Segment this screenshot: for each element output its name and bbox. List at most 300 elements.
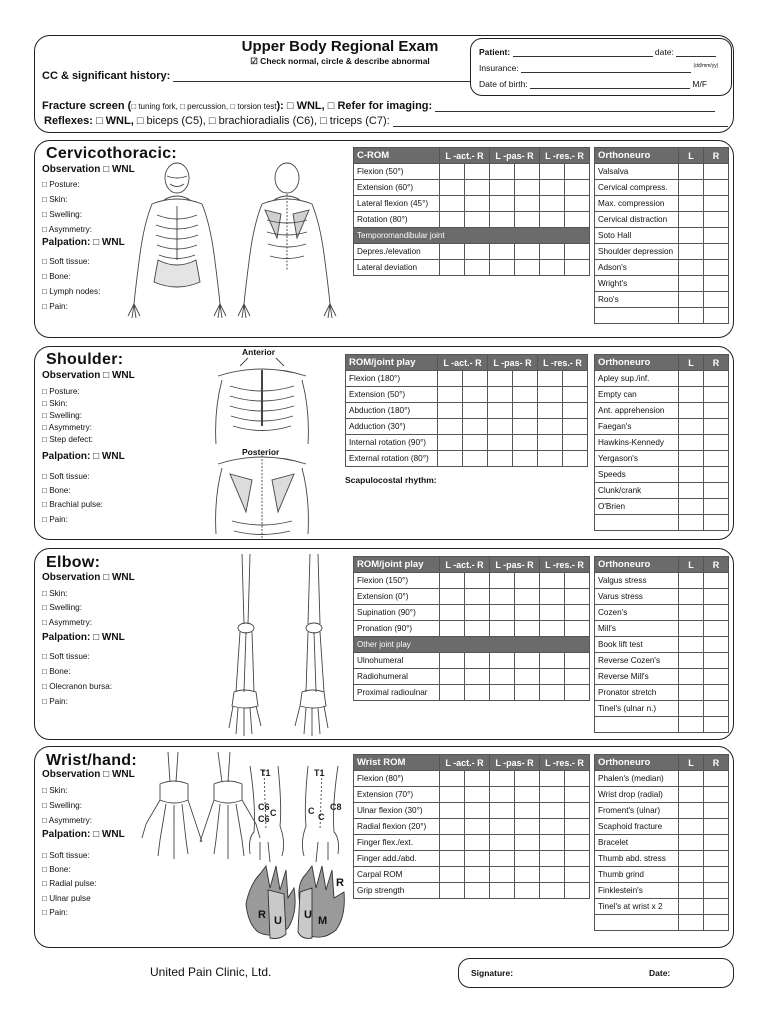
cell[interactable]: [565, 685, 590, 701]
cell[interactable]: [438, 403, 463, 419]
cell[interactable]: [540, 803, 565, 819]
insurance-row: [479, 63, 718, 73]
cell[interactable]: [515, 180, 540, 196]
cell[interactable]: [540, 867, 565, 883]
refer-imaging-field[interactable]: [435, 102, 715, 112]
palp-item[interactable]: □ Bone:: [42, 272, 71, 281]
cell[interactable]: [679, 637, 704, 653]
cell[interactable]: [540, 771, 565, 787]
cell[interactable]: [515, 573, 540, 589]
cell[interactable]: [565, 260, 590, 276]
cell[interactable]: [704, 371, 729, 387]
cell[interactable]: [704, 292, 729, 308]
palp-item[interactable]: □ Soft tissue:: [42, 472, 90, 481]
cell[interactable]: [490, 180, 515, 196]
observation-heading[interactable]: Observation □ WNL: [42, 164, 135, 175]
cell[interactable]: [465, 244, 490, 260]
obs-item[interactable]: □ Skin:: [42, 786, 68, 795]
observation-heading[interactable]: Observation □ WNL: [42, 572, 135, 583]
cell[interactable]: [488, 387, 513, 403]
cell[interactable]: [540, 260, 565, 276]
cell[interactable]: [465, 669, 490, 685]
cell[interactable]: [490, 835, 515, 851]
cell[interactable]: [540, 653, 565, 669]
cell[interactable]: [704, 196, 729, 212]
cell[interactable]: [440, 573, 465, 589]
cell[interactable]: [515, 653, 540, 669]
cell[interactable]: [488, 419, 513, 435]
signature-date-label[interactable]: Date:: [649, 968, 671, 978]
cell[interactable]: [440, 835, 465, 851]
cell[interactable]: [538, 435, 563, 451]
cell[interactable]: [440, 196, 465, 212]
cell[interactable]: [515, 867, 540, 883]
cell[interactable]: [565, 851, 590, 867]
obs-item[interactable]: □ Swelling:: [42, 801, 82, 810]
cell[interactable]: [490, 685, 515, 701]
cell[interactable]: [704, 419, 729, 435]
cell[interactable]: [679, 819, 704, 835]
palp-item[interactable]: □ Soft tissue:: [42, 851, 90, 860]
cell[interactable]: [515, 196, 540, 212]
cell[interactable]: [704, 499, 729, 515]
patient-field[interactable]: [513, 47, 653, 57]
palp-item[interactable]: □ Bone:: [42, 667, 71, 676]
cell[interactable]: [440, 164, 465, 180]
cell[interactable]: [565, 621, 590, 637]
cell[interactable]: [515, 605, 540, 621]
date-field[interactable]: [676, 47, 716, 57]
obs-item[interactable]: □ Asymmetry:: [42, 423, 92, 432]
cell[interactable]: [679, 685, 704, 701]
cell[interactable]: [440, 621, 465, 637]
cell[interactable]: [490, 771, 515, 787]
cell[interactable]: [704, 573, 729, 589]
cell[interactable]: [679, 499, 704, 515]
palp-item[interactable]: □ Soft tissue:: [42, 257, 90, 266]
cell[interactable]: [704, 669, 729, 685]
cell[interactable]: [540, 196, 565, 212]
cell[interactable]: [540, 819, 565, 835]
cell[interactable]: [438, 371, 463, 387]
palp-item[interactable]: □ Bone:: [42, 865, 71, 874]
cell[interactable]: [679, 403, 704, 419]
cell[interactable]: [465, 685, 490, 701]
cell[interactable]: [679, 180, 704, 196]
cell[interactable]: [515, 621, 540, 637]
cell[interactable]: [565, 653, 590, 669]
cell[interactable]: [490, 803, 515, 819]
cell[interactable]: [540, 851, 565, 867]
reflexes-field[interactable]: [393, 117, 728, 127]
cell[interactable]: [679, 899, 704, 915]
cell[interactable]: [540, 835, 565, 851]
cell[interactable]: [565, 669, 590, 685]
sex-label[interactable]: M/F: [692, 79, 708, 89]
cell[interactable]: [679, 308, 704, 324]
cell[interactable]: [679, 771, 704, 787]
cell[interactable]: [704, 308, 729, 324]
cell[interactable]: [490, 867, 515, 883]
cell[interactable]: [540, 685, 565, 701]
cell[interactable]: [704, 164, 729, 180]
cell[interactable]: [488, 403, 513, 419]
cell[interactable]: [565, 164, 590, 180]
cell[interactable]: [679, 669, 704, 685]
cell[interactable]: [515, 164, 540, 180]
obs-item[interactable]: □ Asymmetry:: [42, 618, 92, 627]
cell[interactable]: [679, 787, 704, 803]
cell[interactable]: [679, 701, 704, 717]
cell[interactable]: [465, 851, 490, 867]
palpation-heading[interactable]: Palpation: □ WNL: [42, 829, 125, 840]
cell[interactable]: [490, 196, 515, 212]
cell[interactable]: [679, 835, 704, 851]
cell[interactable]: [490, 851, 515, 867]
cell[interactable]: [465, 835, 490, 851]
cell[interactable]: [679, 605, 704, 621]
cell[interactable]: [704, 483, 729, 499]
cell[interactable]: [538, 451, 563, 467]
cell[interactable]: [515, 244, 540, 260]
palp-item[interactable]: □ Lymph nodes:: [42, 287, 101, 296]
obs-item[interactable]: □ Posture:: [42, 387, 80, 396]
palp-item[interactable]: □ Pain:: [42, 908, 68, 917]
cell[interactable]: [440, 771, 465, 787]
cell[interactable]: [490, 212, 515, 228]
cell[interactable]: [465, 653, 490, 669]
cell[interactable]: [488, 451, 513, 467]
reflexes-label[interactable]: Reflexes: □ WNL,: [44, 115, 134, 127]
cell[interactable]: [438, 419, 463, 435]
cell[interactable]: [704, 515, 729, 531]
cell[interactable]: [679, 276, 704, 292]
cell[interactable]: [704, 276, 729, 292]
cell[interactable]: [440, 883, 465, 899]
cell[interactable]: [679, 867, 704, 883]
cell[interactable]: [438, 387, 463, 403]
cell[interactable]: [565, 835, 590, 851]
cell[interactable]: [704, 637, 729, 653]
cell[interactable]: [465, 589, 490, 605]
cell[interactable]: [515, 803, 540, 819]
cell[interactable]: [488, 371, 513, 387]
cell[interactable]: [463, 451, 488, 467]
palp-item[interactable]: □ Bone:: [42, 486, 71, 495]
cell[interactable]: [679, 419, 704, 435]
cell[interactable]: [465, 867, 490, 883]
cell[interactable]: [704, 621, 729, 637]
cell[interactable]: [704, 244, 729, 260]
cell[interactable]: [515, 260, 540, 276]
cc-history-field[interactable]: [173, 72, 473, 82]
cell[interactable]: [490, 589, 515, 605]
cell[interactable]: [704, 835, 729, 851]
cell[interactable]: [704, 451, 729, 467]
cell[interactable]: [565, 803, 590, 819]
cell[interactable]: [565, 244, 590, 260]
cell[interactable]: [704, 899, 729, 915]
cell[interactable]: [704, 212, 729, 228]
cell[interactable]: [490, 883, 515, 899]
cell[interactable]: [465, 180, 490, 196]
cell[interactable]: [515, 835, 540, 851]
cell[interactable]: [704, 589, 729, 605]
obs-item[interactable]: □ Step defect:: [42, 435, 93, 444]
cell[interactable]: [679, 196, 704, 212]
cell[interactable]: [704, 717, 729, 733]
cell[interactable]: [540, 669, 565, 685]
palp-item[interactable]: □ Pain:: [42, 515, 68, 524]
cell[interactable]: [563, 387, 588, 403]
cell[interactable]: [440, 803, 465, 819]
table-row: [595, 653, 729, 669]
cell[interactable]: [440, 212, 465, 228]
cell[interactable]: [465, 819, 490, 835]
cell[interactable]: [704, 883, 729, 899]
cell[interactable]: [538, 371, 563, 387]
cell[interactable]: [704, 915, 729, 931]
cell[interactable]: [563, 435, 588, 451]
cell[interactable]: [515, 685, 540, 701]
cell[interactable]: [515, 669, 540, 685]
cell[interactable]: [440, 605, 465, 621]
cell[interactable]: [679, 621, 704, 637]
cell[interactable]: [515, 589, 540, 605]
cell[interactable]: [540, 621, 565, 637]
cell[interactable]: [515, 771, 540, 787]
cell[interactable]: [679, 573, 704, 589]
cell[interactable]: [565, 605, 590, 621]
obs-item[interactable]: □ Skin:: [42, 589, 68, 598]
cell[interactable]: [465, 573, 490, 589]
palp-item[interactable]: □ Brachial pulse:: [42, 500, 103, 509]
cell[interactable]: [565, 180, 590, 196]
palpation-heading[interactable]: Palpation: □ WNL: [42, 632, 125, 643]
cell[interactable]: [704, 387, 729, 403]
cell[interactable]: [679, 883, 704, 899]
cell[interactable]: [513, 371, 538, 387]
cell[interactable]: [704, 260, 729, 276]
cell[interactable]: [440, 685, 465, 701]
cell[interactable]: [465, 164, 490, 180]
cell[interactable]: [565, 589, 590, 605]
cell[interactable]: [679, 244, 704, 260]
cell[interactable]: [565, 212, 590, 228]
cell[interactable]: [540, 883, 565, 899]
cell[interactable]: [490, 260, 515, 276]
fracture-screen-options[interactable]: □ tuning fork, □ percussion, □ torsion test: [131, 102, 277, 111]
cell[interactable]: [540, 573, 565, 589]
cell[interactable]: [704, 403, 729, 419]
cell[interactable]: [515, 819, 540, 835]
cell[interactable]: [440, 653, 465, 669]
cell[interactable]: [438, 451, 463, 467]
cell[interactable]: [490, 573, 515, 589]
cell[interactable]: [704, 771, 729, 787]
cell[interactable]: [540, 164, 565, 180]
cell[interactable]: [465, 771, 490, 787]
cell[interactable]: [513, 419, 538, 435]
cell[interactable]: [679, 387, 704, 403]
cell[interactable]: [679, 228, 704, 244]
palp-item[interactable]: □ Pain:: [42, 697, 68, 706]
cell[interactable]: [679, 292, 704, 308]
scapulocostal-rhythm-label[interactable]: Scapulocostal rhythm:: [345, 475, 437, 485]
cell[interactable]: [490, 244, 515, 260]
cell[interactable]: [465, 260, 490, 276]
obs-item[interactable]: □ Swelling:: [42, 411, 82, 420]
cell[interactable]: [440, 180, 465, 196]
cell[interactable]: [679, 483, 704, 499]
signature-label[interactable]: Signature:: [471, 968, 514, 978]
cell[interactable]: [463, 387, 488, 403]
cell[interactable]: [565, 573, 590, 589]
cell[interactable]: [540, 180, 565, 196]
cell[interactable]: [565, 787, 590, 803]
insurance-field[interactable]: [521, 63, 691, 73]
obs-item[interactable]: □ Swelling:: [42, 210, 82, 219]
cell[interactable]: [488, 435, 513, 451]
fracture-wnl[interactable]: ): □ WNL,: [276, 100, 325, 112]
palpation-heading[interactable]: Palpation: □ WNL: [42, 237, 125, 248]
palp-item[interactable]: □ Pain:: [42, 302, 68, 311]
cell[interactable]: [679, 851, 704, 867]
obs-item[interactable]: □ Swelling:: [42, 603, 82, 612]
cell[interactable]: [679, 371, 704, 387]
cell[interactable]: [513, 403, 538, 419]
cell[interactable]: [490, 621, 515, 637]
cell[interactable]: [565, 196, 590, 212]
cell[interactable]: [540, 244, 565, 260]
cell[interactable]: [540, 589, 565, 605]
obs-item[interactable]: □ Asymmetry:: [42, 225, 92, 234]
cell[interactable]: [540, 787, 565, 803]
cell[interactable]: [563, 451, 588, 467]
cell[interactable]: [538, 403, 563, 419]
cell[interactable]: [704, 228, 729, 244]
cell[interactable]: [515, 883, 540, 899]
cell[interactable]: [513, 387, 538, 403]
cell[interactable]: [540, 605, 565, 621]
cell[interactable]: [465, 212, 490, 228]
cell[interactable]: [704, 851, 729, 867]
cell[interactable]: [704, 787, 729, 803]
cell[interactable]: [563, 419, 588, 435]
cell[interactable]: [704, 867, 729, 883]
cell[interactable]: [679, 803, 704, 819]
cell[interactable]: [440, 787, 465, 803]
cell[interactable]: [540, 212, 565, 228]
palp-item[interactable]: □ Radial pulse:: [42, 879, 97, 888]
cell[interactable]: [704, 685, 729, 701]
cell[interactable]: [704, 803, 729, 819]
cell[interactable]: [440, 244, 465, 260]
cell[interactable]: [440, 867, 465, 883]
cell[interactable]: [440, 260, 465, 276]
cell[interactable]: [704, 435, 729, 451]
cell[interactable]: [490, 653, 515, 669]
cell[interactable]: [465, 883, 490, 899]
cell[interactable]: [679, 451, 704, 467]
cell[interactable]: [704, 819, 729, 835]
cell[interactable]: [538, 387, 563, 403]
cell[interactable]: [490, 164, 515, 180]
obs-item[interactable]: □ Asymmetry:: [42, 816, 92, 825]
palp-item[interactable]: □ Olecranon bursa:: [42, 682, 113, 691]
observation-heading[interactable]: Observation □ WNL: [42, 370, 135, 381]
cell[interactable]: [490, 605, 515, 621]
obs-item[interactable]: □ Posture:: [42, 180, 80, 189]
dob-field[interactable]: [530, 79, 690, 89]
cell[interactable]: [538, 419, 563, 435]
cell[interactable]: [565, 867, 590, 883]
palp-item[interactable]: □ Soft tissue:: [42, 652, 90, 661]
cell[interactable]: [704, 467, 729, 483]
palp-item[interactable]: □ Ulnar pulse: [42, 894, 91, 903]
cell[interactable]: [515, 787, 540, 803]
cell[interactable]: [440, 589, 465, 605]
cell[interactable]: [465, 621, 490, 637]
cell[interactable]: [465, 605, 490, 621]
cell[interactable]: [704, 180, 729, 196]
reflexes-options[interactable]: □ biceps (C5), □ brachioradialis (C6), □ triceps (C7):: [136, 115, 390, 127]
cell[interactable]: [465, 803, 490, 819]
cell[interactable]: [490, 819, 515, 835]
cell[interactable]: [515, 212, 540, 228]
cell[interactable]: [513, 435, 538, 451]
cell[interactable]: [704, 605, 729, 621]
cell[interactable]: [679, 467, 704, 483]
cell[interactable]: [515, 851, 540, 867]
cell[interactable]: [679, 260, 704, 276]
cell[interactable]: [440, 819, 465, 835]
refer-imaging[interactable]: □ Refer for imaging:: [327, 100, 433, 112]
cell[interactable]: [490, 669, 515, 685]
cell[interactable]: [465, 196, 490, 212]
cell[interactable]: [679, 589, 704, 605]
observation-heading[interactable]: Observation □ WNL: [42, 769, 135, 780]
cell[interactable]: [704, 653, 729, 669]
cell[interactable]: [513, 451, 538, 467]
cell[interactable]: [565, 819, 590, 835]
cell[interactable]: [463, 435, 488, 451]
cell[interactable]: [679, 653, 704, 669]
cell[interactable]: [440, 669, 465, 685]
cell[interactable]: [679, 164, 704, 180]
cell[interactable]: [563, 371, 588, 387]
obs-item[interactable]: □ Skin:: [42, 195, 68, 204]
cell[interactable]: [679, 915, 704, 931]
cell[interactable]: [679, 435, 704, 451]
cell[interactable]: [679, 212, 704, 228]
cell[interactable]: [463, 371, 488, 387]
cell[interactable]: [465, 787, 490, 803]
cell[interactable]: [463, 403, 488, 419]
cell[interactable]: [438, 435, 463, 451]
cell[interactable]: [565, 883, 590, 899]
obs-item[interactable]: □ Skin:: [42, 399, 68, 408]
cell[interactable]: [463, 419, 488, 435]
cell[interactable]: [565, 771, 590, 787]
cell[interactable]: [490, 787, 515, 803]
cell[interactable]: [679, 717, 704, 733]
cell[interactable]: [563, 403, 588, 419]
cell[interactable]: [704, 701, 729, 717]
cell[interactable]: [679, 515, 704, 531]
palpation-heading[interactable]: Palpation: □ WNL: [42, 451, 125, 462]
cell[interactable]: [440, 851, 465, 867]
